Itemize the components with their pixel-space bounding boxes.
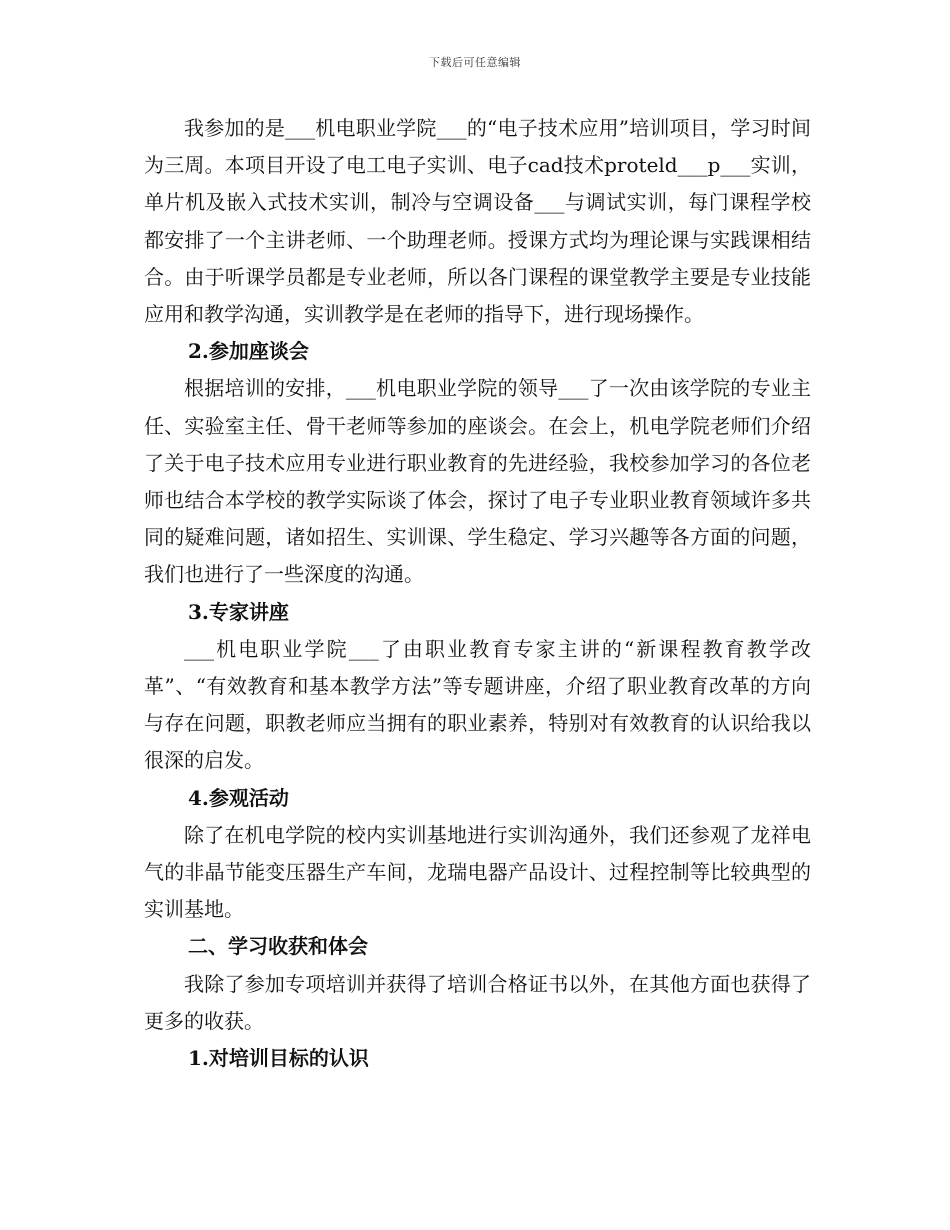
page-header: 下载后可任意编辑	[429, 56, 521, 69]
heading-visit: 4.参观活动	[188, 785, 289, 810]
paragraph-visit: 除了在机电学院的校内实训基地进行实训沟通外，我们还参观了龙祥电气的非晶节能变压器生产车间，龙瑞电器产品设计、过程控制等比较典型的实训基地。	[144, 822, 811, 922]
heading-expert-lecture: 3.专家讲座	[188, 599, 289, 624]
paragraph-symposium: 根据培训的安排，___机电职业学院的领导___了一次由该学院的专业主任、实验室主任、骨干老师等参加的座谈会。在会上，机电学院老师们介绍了关于电子技术应用专业进行职业教育的先进经验，我校参加学习的各位老师也结合本学校的教学实际谈了体会，探讨了电子专业职业教育领域许多共同的疑难问题，诸如招生、实训课、学生稳定、学习兴趣等各方面的问题，我们也进行了一些深度的沟通。	[144, 376, 811, 587]
paragraph-training-project: 我参加的是___机电职业学院___的“电子技术应用”培训项目，学习时间为三周。本项目开设了电工电子实训、电子cad技术proteld___p___实训，单片机及嵌入式技术实训，制冷与空调设备___与调试实训，每门课程学校都安排了一个主讲老师、一个助理老师。授课方式均为理论课与实践课相结合。由于听课学员都是专业老师，所以各门课程的课堂教学主要是专业技能应用和教学沟通，实训教学是在老师的指导下，进行现场操作。	[144, 116, 811, 327]
paragraph-gains: 我除了参加专项培训并获得了培训合格证书以外，在其他方面也获得了更多的收获。	[144, 971, 811, 1033]
paragraph-expert-lecture: ___机电职业学院___了由职业教育专家主讲的“新课程教育教学改革”、“有效教育和基本教学方法”等专题讲座，介绍了职业教育改革的方向与存在问题，职教老师应当拥有的职业素养，特别对有效教育的认识给我以很深的启发。	[144, 636, 811, 773]
heading-gains: 二、学习收获和体会	[188, 934, 368, 959]
heading-training-goal: 1.对培训目标的认识	[188, 1046, 369, 1071]
document-body	[144, 110, 811, 1077]
heading-symposium: 2.参加座谈会	[188, 339, 309, 364]
